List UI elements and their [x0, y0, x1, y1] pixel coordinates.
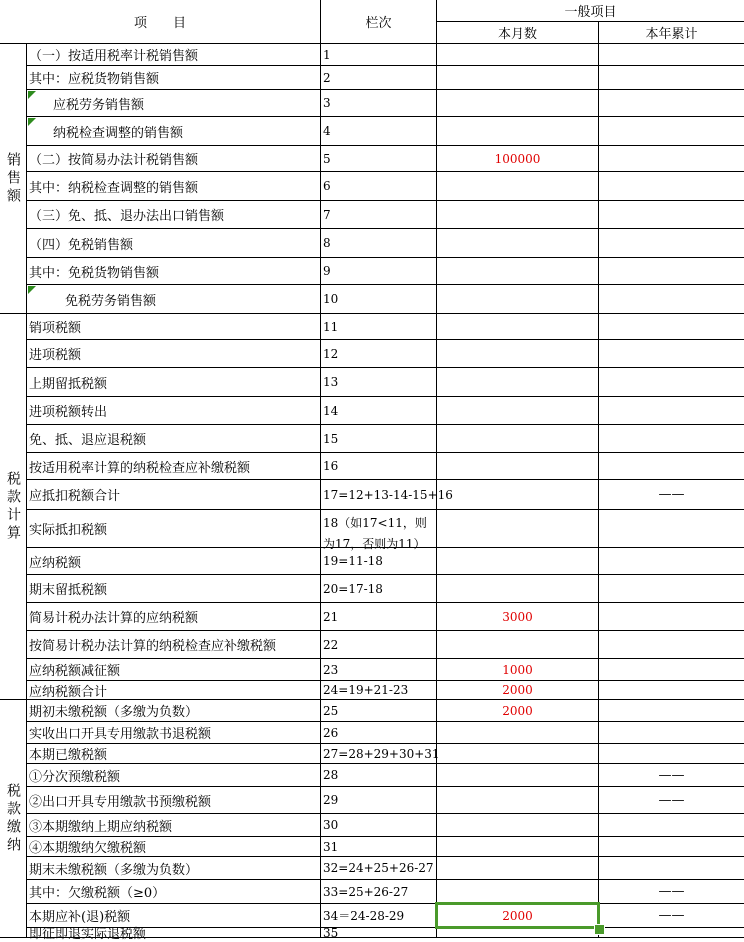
row-ytd-cell[interactable]: [599, 744, 744, 764]
row-item-label: 应纳税额: [27, 548, 321, 575]
row-month-cell[interactable]: [437, 368, 599, 397]
row-column-no: 21: [321, 603, 437, 631]
row-month-cell[interactable]: [437, 117, 599, 146]
row-ytd-cell[interactable]: [599, 368, 744, 397]
header-item: 项 目: [0, 0, 321, 44]
row-item-label: ②出口开具专用缴款书预缴税额: [27, 787, 321, 814]
row-column-no: 6: [321, 172, 437, 201]
row-month-cell[interactable]: [437, 314, 599, 340]
row-ytd-cell[interactable]: [599, 146, 744, 172]
row-item-label: （二）按简易办法计税销售额: [27, 146, 321, 172]
row-ytd-cell[interactable]: [599, 575, 744, 603]
row-item-label: 期末留抵税额: [27, 575, 321, 603]
row-ytd-cell[interactable]: [599, 814, 744, 837]
row-column-no: 20=17-18: [321, 575, 437, 603]
row-ytd-cell[interactable]: [599, 548, 744, 575]
row-item-label: 其中：欠缴税额（≥0）: [27, 880, 321, 904]
row-ytd-cell[interactable]: ——: [599, 480, 744, 510]
row-ytd-cell[interactable]: [599, 258, 744, 285]
row-ytd-cell[interactable]: [599, 229, 744, 258]
row-item-label: 其中：应税货物销售额: [27, 66, 321, 90]
row-item-label: 免税劳务销售额: [27, 285, 321, 314]
row-item-label: 销项税额: [27, 314, 321, 340]
row-column-no: 16: [321, 453, 437, 480]
comment-marker-icon: [28, 286, 36, 294]
row-item-label: ①分次预缴税额: [27, 764, 321, 787]
section-sales: 销售额: [0, 44, 27, 314]
row-month-cell[interactable]: [437, 397, 599, 425]
row-column-no: 4: [321, 117, 437, 146]
row-month-cell[interactable]: [437, 764, 599, 787]
row-item-label: （四）免税销售额: [27, 229, 321, 258]
row-column-no: 27=28+29+30+31: [321, 744, 437, 764]
row-item-label: 即征即退实际退税额: [27, 928, 321, 938]
row-column-no: 5: [321, 146, 437, 172]
row-ytd-cell[interactable]: [599, 659, 744, 681]
row-month-cell[interactable]: 1000: [437, 659, 599, 681]
row-column-no: 13: [321, 368, 437, 397]
row-item-label: ④本期缴纳欠缴税额: [27, 837, 321, 857]
row-column-no: 17=12+13-14-15+16: [321, 480, 437, 510]
row-ytd-cell[interactable]: [599, 172, 744, 201]
row-ytd-cell[interactable]: [599, 90, 744, 117]
header-general-group: 一般项目: [437, 0, 744, 22]
row-column-no: 1: [321, 44, 437, 66]
row-column-no: 22: [321, 631, 437, 659]
row-month-cell[interactable]: 3000: [437, 603, 599, 631]
row-ytd-cell[interactable]: [599, 857, 744, 880]
row-ytd-cell[interactable]: [599, 681, 744, 700]
row-ytd-cell[interactable]: [599, 44, 744, 66]
row-column-no: 8: [321, 229, 437, 258]
row-ytd-cell[interactable]: [599, 425, 744, 453]
row-column-no: 24=19+21-23: [321, 681, 437, 700]
row-column-no: 34＝24-28-29: [321, 904, 437, 928]
row-item-label: 按适用税率计算的纳税检查应补缴税额: [27, 453, 321, 480]
row-month-cell[interactable]: [437, 880, 599, 904]
row-column-no: 10: [321, 285, 437, 314]
row-item-label: 应纳税额减征额: [27, 659, 321, 681]
row-month-cell[interactable]: [437, 229, 599, 258]
row-ytd-cell[interactable]: ——: [599, 787, 744, 814]
row-month-cell[interactable]: [437, 201, 599, 229]
row-month-cell[interactable]: [437, 90, 599, 117]
row-ytd-cell[interactable]: [599, 66, 744, 90]
row-month-cell[interactable]: [437, 258, 599, 285]
row-month-cell[interactable]: [437, 44, 599, 66]
row-column-no: 19=11-18: [321, 548, 437, 575]
row-month-cell[interactable]: [437, 857, 599, 880]
row-item-label: 实收出口开具专用缴款书退税额: [27, 722, 321, 744]
row-month-cell[interactable]: [437, 285, 599, 314]
section-tax-pay: 税款缴纳: [0, 700, 27, 938]
row-ytd-cell[interactable]: [599, 837, 744, 857]
row-item-label: （三）免、抵、退办法出口销售额: [27, 201, 321, 229]
row-column-no: 32=24+25+26-27: [321, 857, 437, 880]
row-ytd-cell[interactable]: [599, 631, 744, 659]
row-ytd-cell[interactable]: ——: [599, 764, 744, 787]
row-item-label: 进项税额转出: [27, 397, 321, 425]
row-ytd-cell[interactable]: [599, 397, 744, 425]
row-month-cell[interactable]: [437, 66, 599, 90]
row-month-cell[interactable]: [437, 837, 599, 857]
comment-marker-icon: [28, 118, 36, 126]
row-ytd-cell[interactable]: [599, 928, 744, 938]
row-month-cell[interactable]: [437, 480, 599, 510]
row-item-label: 本期已缴税额: [27, 744, 321, 764]
row-item-label: 应纳税额合计: [27, 681, 321, 700]
row-column-no: 11: [321, 314, 437, 340]
row-month-cell[interactable]: [437, 575, 599, 603]
row-ytd-cell[interactable]: ——: [599, 880, 744, 904]
row-month-cell[interactable]: [437, 722, 599, 744]
row-month-cell[interactable]: [437, 928, 599, 938]
fill-handle[interactable]: [594, 924, 605, 935]
row-item-label: 简易计税办法计算的应纳税额: [27, 603, 321, 631]
header-month: 本月数: [437, 22, 599, 44]
row-column-no: 23: [321, 659, 437, 681]
row-month-cell[interactable]: 2000: [437, 904, 599, 928]
row-column-no: 18（如17<11，则为17，否则为11）: [321, 510, 437, 548]
row-column-no: 12: [321, 340, 437, 368]
row-month-cell[interactable]: 100000: [437, 146, 599, 172]
row-column-no: 2: [321, 66, 437, 90]
header-ytd: 本年累计: [599, 22, 744, 44]
row-column-no: 31: [321, 837, 437, 857]
row-ytd-cell[interactable]: [599, 340, 744, 368]
row-month-cell[interactable]: 2000: [437, 700, 599, 722]
row-month-cell[interactable]: [437, 548, 599, 575]
row-item-label: 其中：免税货物销售额: [27, 258, 321, 285]
comment-marker-icon: [28, 91, 36, 99]
row-item-label: 上期留抵税额: [27, 368, 321, 397]
row-column-no: 30: [321, 814, 437, 837]
header-column-no: 栏次: [321, 0, 437, 44]
row-ytd-cell[interactable]: [599, 722, 744, 744]
row-month-cell[interactable]: [437, 787, 599, 814]
row-ytd-cell[interactable]: [599, 510, 744, 548]
section-tax-calc: 税款计算: [0, 314, 27, 700]
row-item-label: 应税劳务销售额: [27, 90, 321, 117]
row-column-no: 3: [321, 90, 437, 117]
row-column-no: 35: [321, 928, 437, 938]
row-ytd-cell[interactable]: [599, 453, 744, 480]
row-month-cell[interactable]: [437, 425, 599, 453]
row-month-cell[interactable]: [437, 744, 599, 764]
row-column-no: 26: [321, 722, 437, 744]
row-column-no: 14: [321, 397, 437, 425]
row-item-label: 期初未缴税额（多缴为负数）: [27, 700, 321, 722]
row-item-label: 实际抵扣税额: [27, 510, 321, 548]
row-ytd-cell[interactable]: [599, 117, 744, 146]
row-item-label: 免、抵、退应退税额: [27, 425, 321, 453]
row-item-label: 按简易计税办法计算的纳税检查应补缴税额: [27, 631, 321, 659]
row-ytd-cell[interactable]: ——: [599, 904, 744, 928]
row-item-label: 进项税额: [27, 340, 321, 368]
row-column-no: 25: [321, 700, 437, 722]
row-item-label: 其中：纳税检查调整的销售额: [27, 172, 321, 201]
row-column-no: 7: [321, 201, 437, 229]
row-ytd-cell[interactable]: [599, 700, 744, 722]
row-month-cell[interactable]: [437, 510, 599, 548]
row-item-label: 应抵扣税额合计: [27, 480, 321, 510]
row-column-no: 9: [321, 258, 437, 285]
row-month-cell[interactable]: 2000: [437, 681, 599, 700]
row-column-no: 15: [321, 425, 437, 453]
row-ytd-cell[interactable]: [599, 285, 744, 314]
row-column-no: 29: [321, 787, 437, 814]
row-item-label: 本期应补(退)税额: [27, 904, 321, 928]
row-item-label: 期末未缴税额（多缴为负数）: [27, 857, 321, 880]
row-month-cell[interactable]: [437, 631, 599, 659]
row-month-cell[interactable]: [437, 814, 599, 837]
row-ytd-cell[interactable]: [599, 201, 744, 229]
row-column-no: 33=25+26-27: [321, 880, 437, 904]
row-column-no: 28: [321, 764, 437, 787]
row-month-cell[interactable]: [437, 453, 599, 480]
row-ytd-cell[interactable]: [599, 603, 744, 631]
row-item-label: 纳税检查调整的销售额: [27, 117, 321, 146]
row-month-cell[interactable]: [437, 172, 599, 201]
row-ytd-cell[interactable]: [599, 314, 744, 340]
row-item-label: ③本期缴纳上期应纳税额: [27, 814, 321, 837]
row-item-label: （一）按适用税率计税销售额: [27, 44, 321, 66]
row-month-cell[interactable]: [437, 340, 599, 368]
